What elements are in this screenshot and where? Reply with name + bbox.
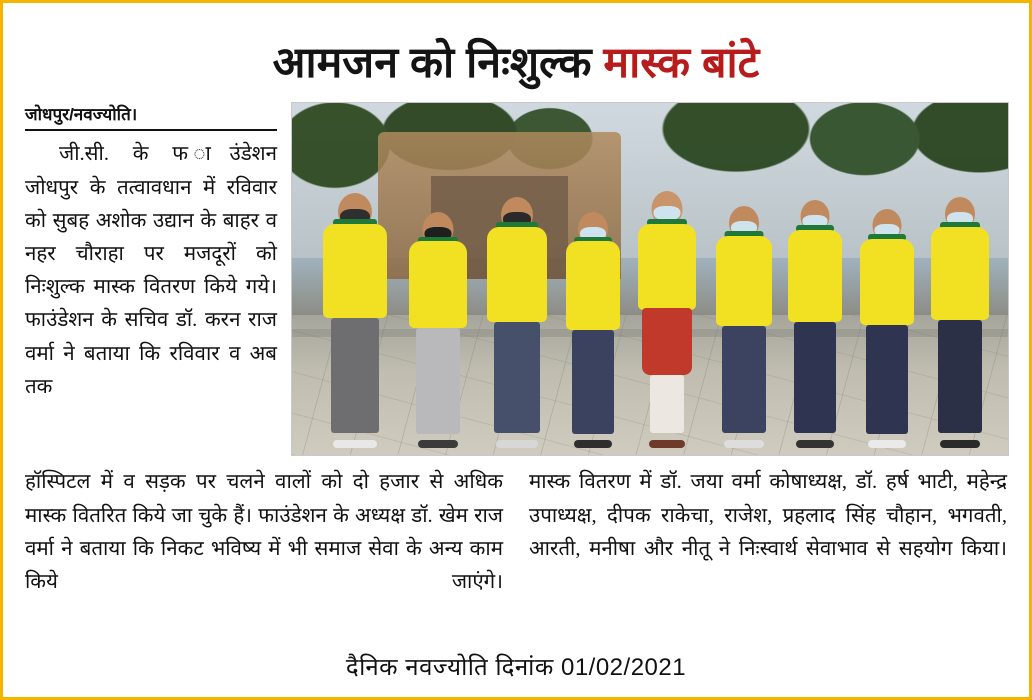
volunteer-person (929, 191, 991, 448)
headline-part-2: मास्क बांटे (603, 39, 760, 87)
person-legs (794, 322, 836, 434)
person-torso (931, 227, 989, 320)
person-torso (487, 227, 547, 322)
left-text-column (25, 102, 277, 456)
footer-source-line (3, 650, 1029, 683)
volunteer-person (321, 188, 389, 448)
volunteer-person (407, 202, 469, 448)
person-shoes (649, 440, 685, 448)
dateline: जोधपुर/नवज्योति। (25, 102, 277, 131)
bottom-right-column (529, 466, 1007, 599)
person-legs (722, 326, 766, 433)
person-legs (416, 328, 460, 434)
footer-date: 01/02/2021 (560, 654, 687, 681)
person-legs (331, 318, 379, 433)
person-torso (323, 224, 387, 318)
volunteer-person (485, 191, 549, 448)
footer-source-name: दैनिक नवज्योति दिनांक (345, 654, 561, 681)
person-legs (650, 375, 684, 432)
person-shoes (940, 440, 980, 448)
volunteer-person (564, 202, 622, 448)
person-legs (866, 325, 908, 433)
paragraph-bottom-left: हॉस्पिटल में व सड़क पर चलने वालों को दो हजार से अधिक मास्क वितरित किये जा चुके हैं। फाउंडेशन के अध्यक्ष डॉ. खेम राज वर्मा ने बताया कि निकट भविष्य में भी समाज सेवा के अन्य काम किये जाएंगे। (25, 471, 503, 594)
page-title (25, 39, 1007, 88)
person-torso (716, 236, 772, 326)
bottom-columns (25, 466, 1007, 599)
person-torso (788, 230, 842, 321)
person-skirt (642, 308, 692, 376)
person-shoes (868, 440, 906, 448)
person-shoes (496, 440, 538, 448)
article-photo (291, 102, 1009, 456)
person-shoes (418, 440, 458, 448)
paragraph-bottom-right: मास्क वितरण में डॉ. जया वर्मा कोषाध्यक्ष, डॉ. हर्ष भाटी, महेन्द्र उपाध्यक्ष, दीपक राकेचा, राजेश, प्रहलाद सिंह चौहान, भगवती, आरती, मनीषा और नीतू ने निःस्वार्थ सेवाभाव से सहयोग किया। (529, 471, 1007, 560)
person-legs (494, 322, 540, 432)
volunteer-person (636, 188, 698, 448)
photo-volunteers-group (292, 103, 1008, 455)
person-legs (572, 330, 614, 433)
person-torso (566, 241, 620, 330)
person-shoes (333, 440, 377, 448)
bottom-left-column (25, 466, 503, 599)
person-shoes (796, 440, 834, 448)
article-body (25, 102, 1007, 456)
person-legs (938, 320, 982, 433)
paragraph-intro: जी.सी. के फ ाउंडेशन जोधपुर के तत्वावधान में रविवार को सुबह अशोक उद्यान के बाहर व नहर चौराहा पर मजदूरों को निःशुल्क मास्क वितरण किये गये। फाउंडेशन के सचिव डॉ. करन राज वर्मा ने बताया कि रविवार व अब तक (25, 143, 277, 398)
headline-part-1: आमजन को निःशुल्क (272, 39, 604, 87)
article-photo-wrap (291, 102, 1007, 456)
person-torso (409, 241, 467, 327)
person-torso (638, 224, 696, 310)
volunteer-person (858, 202, 916, 448)
volunteer-person (714, 199, 774, 449)
person-shoes (574, 440, 612, 448)
volunteer-person (786, 195, 844, 448)
person-torso (860, 239, 914, 325)
person-shoes (724, 440, 764, 448)
